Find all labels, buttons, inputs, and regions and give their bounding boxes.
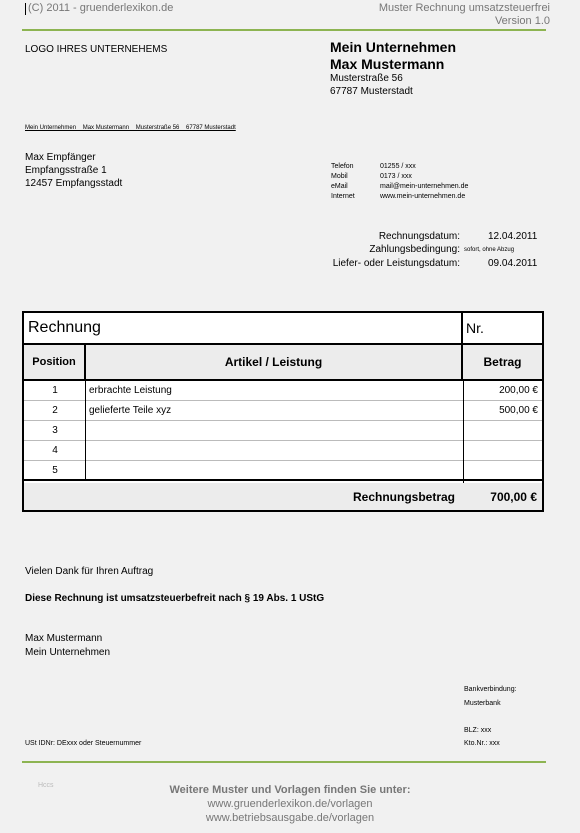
header-position: [24, 345, 86, 381]
row-position: 5: [52, 465, 58, 476]
bank-name: Musterbank: [464, 700, 501, 707]
table-row: [24, 441, 542, 461]
signature-name: Max Mustermann: [25, 633, 103, 644]
sender-line: Mein Unternehmen Max Mustermann Musterstraße 56 67787 Musterstadt: [25, 125, 236, 131]
thanks-text: Vielen Dank für Ihren Auftrag: [25, 566, 154, 577]
tax-exemption-note: Diese Rechnung ist umsatzsteuerbefreit nach § 19 Abs. 1 UStG: [25, 593, 325, 604]
company-street: Musterstraße 56: [330, 73, 403, 84]
bank-blz: BLZ: xxx: [464, 727, 492, 734]
row-position: 2: [52, 405, 58, 416]
row-position: 3: [52, 425, 58, 436]
payment-terms-value: sofort, ohne Abzug: [464, 247, 515, 253]
footer-small-text: Hccs: [38, 782, 54, 789]
table-title: Rechnung: [28, 319, 101, 336]
contact-row: [331, 172, 468, 182]
contact-label: Internet: [331, 193, 355, 200]
contact-block: [331, 162, 468, 202]
header-amount-label: Betrag: [483, 355, 522, 369]
bottom-divider: [22, 761, 546, 763]
row-article: gelieferte Teile xyz: [89, 405, 172, 416]
contact-row: [331, 182, 468, 192]
company-city: 67787 Musterstadt: [330, 86, 413, 97]
signature-company: Mein Unternehmen: [25, 647, 111, 658]
recipient-city: 12457 Empfangsstadt: [25, 178, 123, 189]
row-position: 1: [52, 385, 58, 396]
footer-link-gruenderlexikon[interactable]: www.gruenderlexikon.de/vorlagen: [207, 798, 373, 810]
row-amount: 500,00 €: [499, 405, 538, 416]
contact-label: Mobil: [331, 173, 348, 180]
tax-id: USt IDNr: DExxx oder Steuernummer: [25, 740, 142, 747]
header-article: [86, 345, 463, 381]
total-value: 700,00 €: [490, 490, 537, 504]
row-position: 4: [52, 445, 58, 456]
table-row: [24, 421, 542, 441]
total-row: [24, 483, 542, 510]
recipient-street: Empfangsstraße 1: [25, 165, 107, 176]
row-article: erbrachte Leistung: [89, 385, 172, 396]
table-row: [24, 381, 542, 401]
top-divider: [22, 29, 546, 31]
contact-value: www.mein-unternehmen.de: [380, 193, 466, 200]
contact-row: [331, 162, 468, 172]
bank-account: Kto.Nr.: xxx: [464, 740, 500, 747]
contact-row: [331, 192, 468, 202]
row-amount: 200,00 €: [499, 385, 538, 396]
document-title: Muster Rechnung umsatzsteuerfrei: [378, 2, 550, 14]
recipient-name: Max Empfänger: [25, 152, 96, 163]
table-row: [24, 461, 542, 481]
copyright: (C) 2011 - gruenderlexikon.de: [28, 2, 174, 14]
footer-link-betriebsausgabe[interactable]: www.betriebsausgabe.de/vorlagen: [205, 812, 375, 824]
column-divider: [85, 381, 86, 481]
total-label: Rechnungsbetrag: [352, 490, 455, 504]
logo-placeholder: LOGO IHRES UNTERNEHEMS: [25, 44, 168, 55]
table-row: [24, 401, 542, 421]
delivery-date-label: Liefer- oder Leistungsdatum:: [332, 258, 460, 269]
contact-value: 01255 / xxx: [380, 163, 416, 170]
delivery-date-value: 09.04.2011: [488, 258, 538, 269]
invoice-date-value: 12.04.2011: [488, 231, 538, 242]
table-nr-cell: [463, 313, 542, 345]
bank-label: Bankverbindung:: [464, 686, 517, 693]
version-label: Version 1.0: [494, 15, 550, 27]
table-nr-label: Nr.: [466, 320, 484, 336]
contact-value: mail@mein-unternehmen.de: [380, 183, 469, 190]
payment-terms-label: Zahlungsbedingung:: [369, 244, 460, 255]
cursor-mark: [25, 3, 26, 15]
header-article-label: Artikel / Leistung: [224, 355, 323, 369]
invoice-date-label: Rechnungsdatum:: [378, 231, 460, 242]
company-name: Mein Unternehmen: [330, 39, 457, 55]
header-position-label: Position: [32, 356, 76, 368]
invoice-table: [22, 311, 544, 512]
company-owner: Max Mustermann: [330, 56, 445, 72]
footer-hint: Weitere Muster und Vorlagen finden Sie unter:: [169, 784, 411, 796]
contact-label: Telefon: [331, 163, 354, 170]
header-amount: [463, 345, 542, 381]
contact-value: 0173 / xxx: [380, 173, 412, 180]
table-title-cell: [24, 313, 463, 345]
contact-label: eMail: [331, 183, 348, 190]
